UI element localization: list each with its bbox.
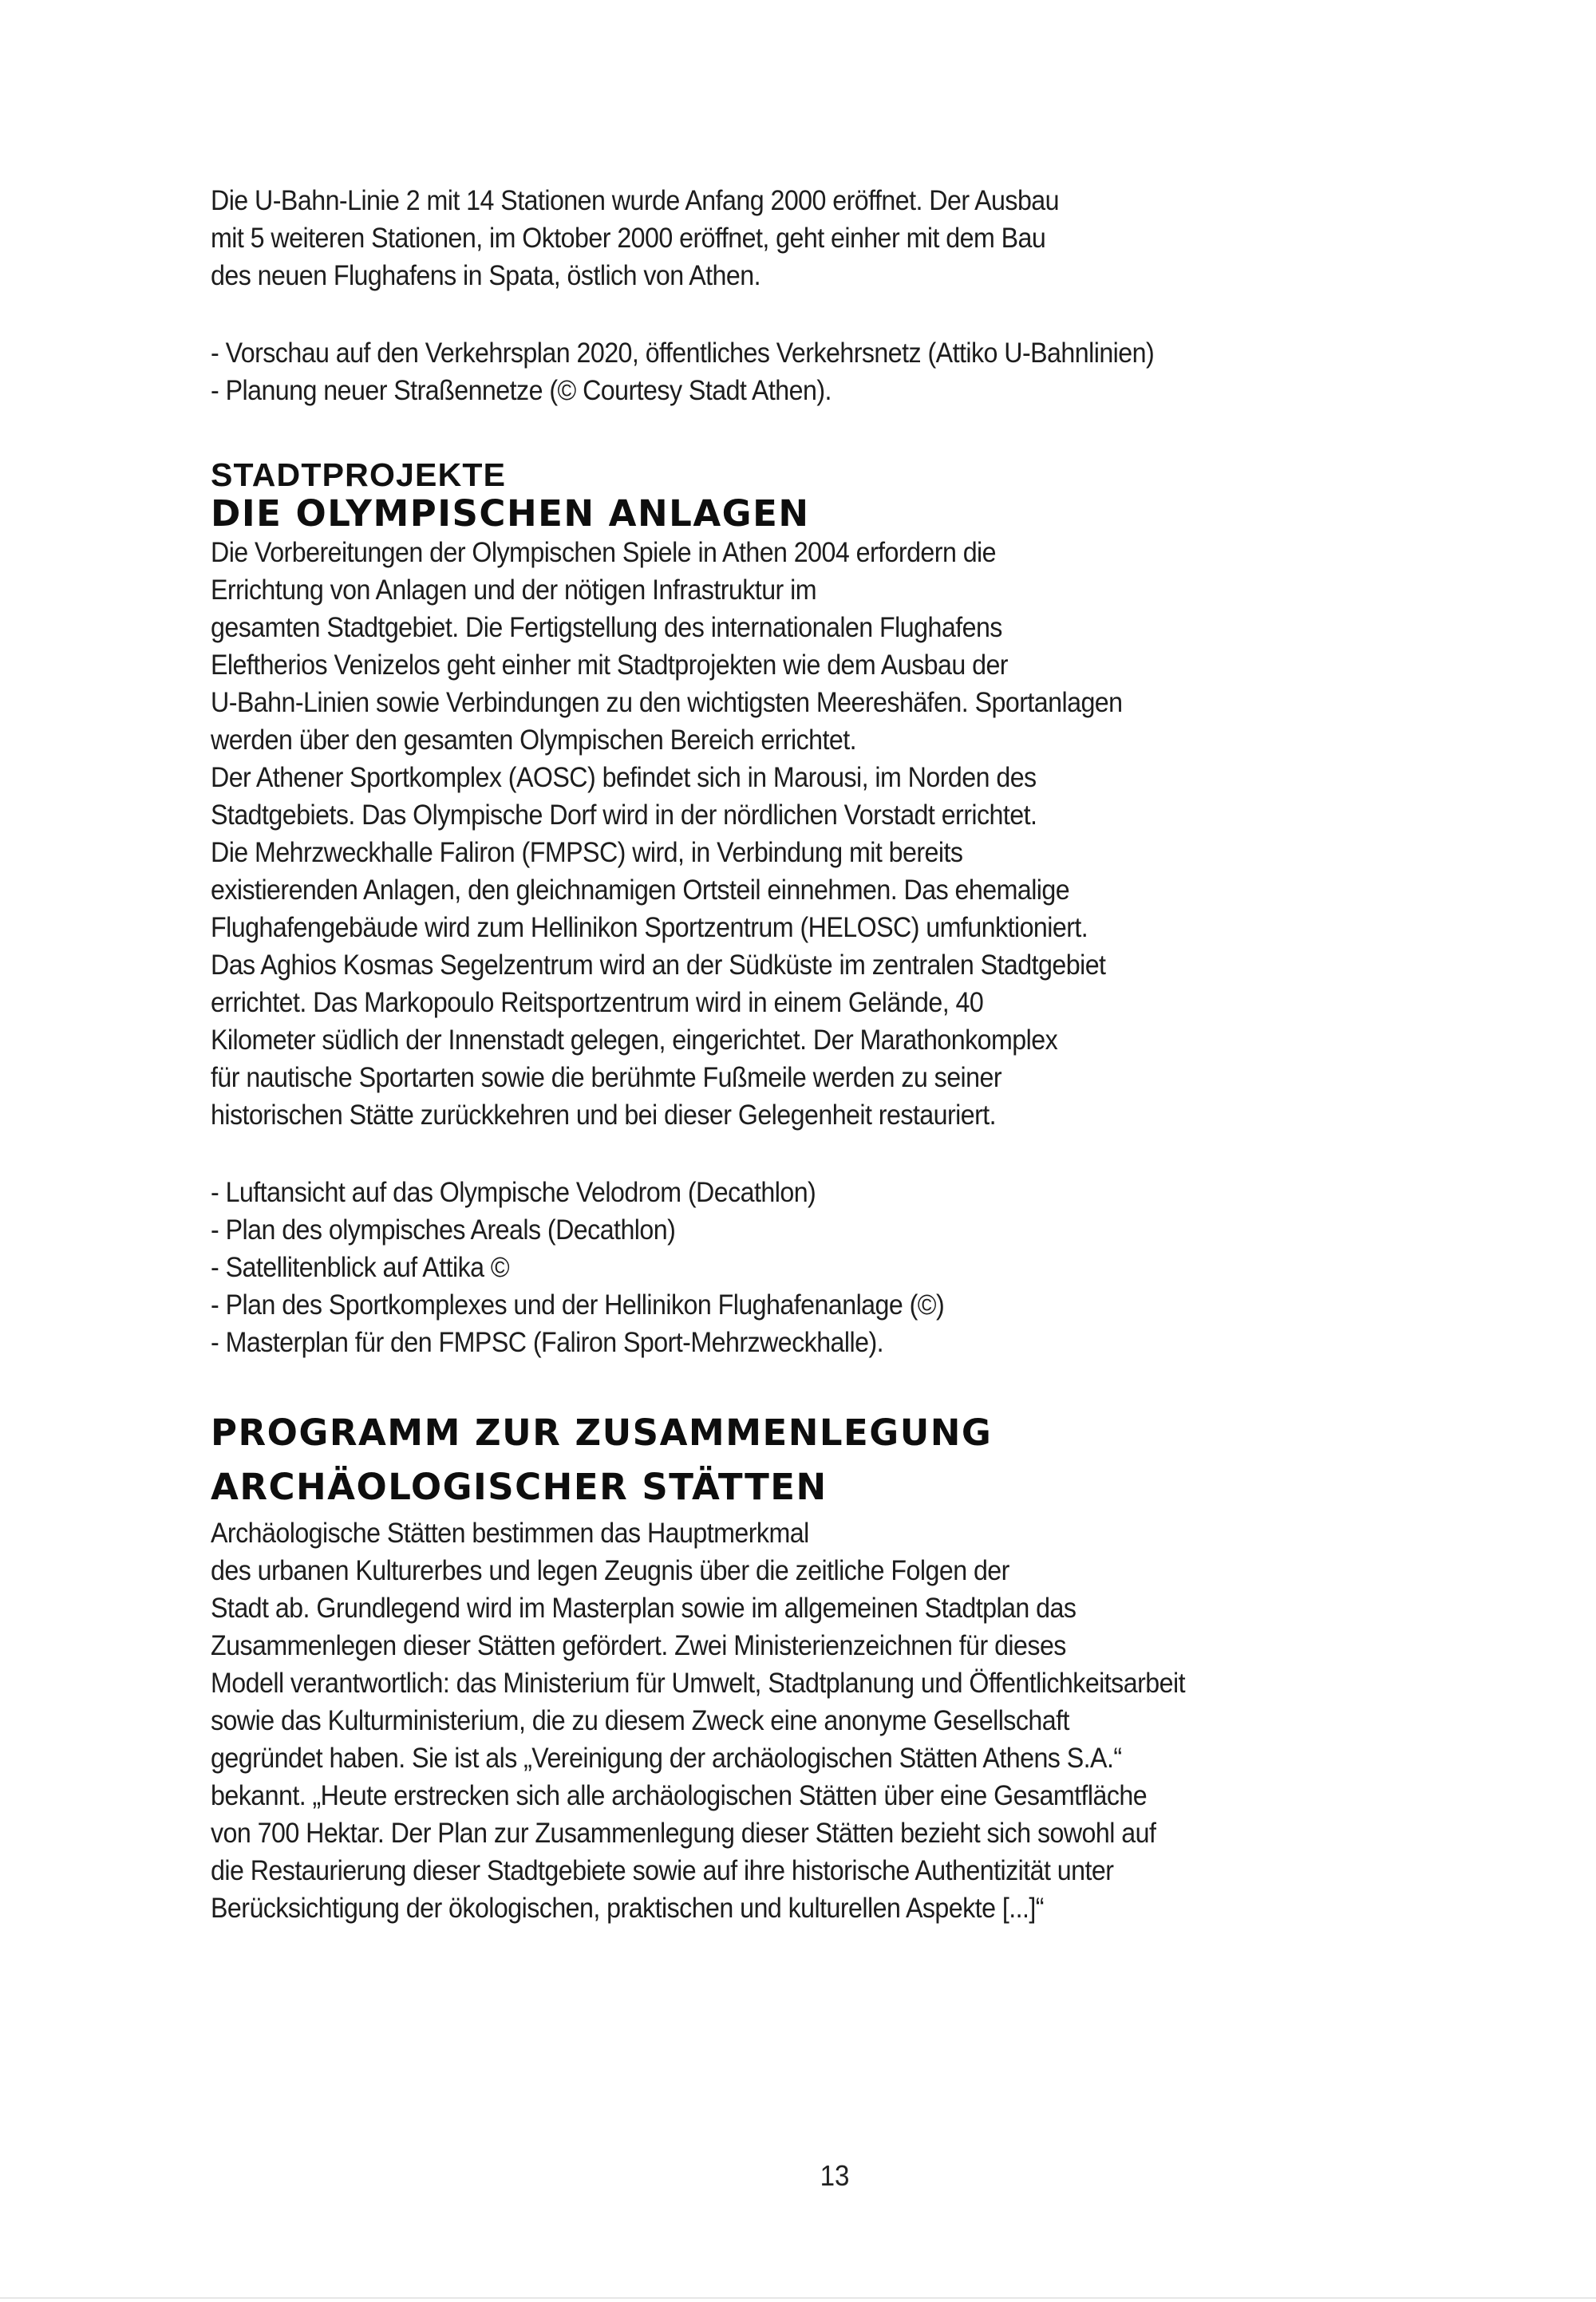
text-line: Modell verantwortlich: das Ministerium für Umwelt, Stadtplanung und Öffentlichkeitsarbeit xyxy=(211,1668,1185,1699)
heading-line: ARCHÄOLOGISCHER STÄTTEN xyxy=(211,1466,828,1508)
text-line: für nautische Sportarten sowie die berühmte Fußmeile werden zu seiner xyxy=(211,1062,1002,1093)
text-line: bekannt. „Heute erstrecken sich alle archäologischen Stätten über eine Gesamtfläche xyxy=(211,1780,1148,1811)
text-line: Kilometer südlich der Innenstadt gelegen, eingerichtet. Der Marathonkomplex xyxy=(211,1025,1058,1056)
text-line: Die Vorbereitungen der Olympischen Spiele in Athen 2004 erfordern die xyxy=(211,537,997,568)
text-line: Archäologische Stätten bestimmen das Hauptmerkmal xyxy=(211,1518,809,1549)
section-kicker: STADTPROJEKTE xyxy=(211,456,507,493)
text-line: des urbanen Kulturerbes und legen Zeugnis über die zeitliche Folgen der xyxy=(211,1555,1009,1586)
text-line: gegründet haben. Sie ist als „Vereinigung der archäologischen Stätten Athens S.A.“ xyxy=(211,1743,1122,1774)
text-line: gesamten Stadtgebiet. Die Fertigstellung des internationalen Flughafens xyxy=(211,612,1002,643)
caption-line: - Masterplan für den FMPSC (Faliron Sport-Mehrzweckhalle). xyxy=(211,1327,884,1358)
text-line: existierenden Anlagen, den gleichnamigen Ortsteil einnehmen. Das ehemalige xyxy=(211,875,1070,906)
text-line: historischen Stätte zurückkehren und bei dieser Gelegenheit restauriert. xyxy=(211,1100,997,1131)
text-line: werden über den gesamten Olympischen Bereich errichtet. xyxy=(211,725,857,756)
olympic-captions xyxy=(211,1174,1344,1361)
text-line: Stadtgebiets. Das Olympische Dorf wird in der nördlichen Vorstadt errichtet. xyxy=(211,800,1037,831)
olympic-paragraph xyxy=(211,534,1344,1134)
text-line: Berücksichtigung der ökologischen, praktischen und kulturellen Aspekte [...]“ xyxy=(211,1893,1044,1924)
text-line: errichtet. Das Markopoulo Reitsportzentrum wird in einem Gelände, 40 xyxy=(211,987,984,1018)
text-line: Stadt ab. Grundlegend wird im Masterplan sowie im allgemeinen Stadtplan das xyxy=(211,1593,1077,1624)
caption-line: - Planung neuer Straßennetze (© Courtesy Stadt Athen). xyxy=(211,375,832,406)
caption-line: - Satellitenblick auf Attika © xyxy=(211,1252,510,1283)
text-line: Die Mehrzweckhalle Faliron (FMPSC) wird, in Verbindung mit bereits xyxy=(211,837,963,868)
text-line: Die U-Bahn-Linie 2 mit 14 Stationen wurde Anfang 2000 eröffnet. Der Ausbau xyxy=(211,185,1060,216)
intro-captions xyxy=(211,334,1344,409)
text-line: des neuen Flughafens in Spata, östlich von Athen. xyxy=(211,260,761,291)
page-edge-divider xyxy=(0,2297,1596,2299)
text-line: die Restaurierung dieser Stadtgebiete sowie auf ihre historische Authentizität unter xyxy=(211,1855,1114,1886)
section-heading-archaeology xyxy=(211,1406,1344,1514)
text-line: Der Athener Sportkomplex (AOSC) befindet sich in Marousi, im Norden des xyxy=(211,762,1037,793)
archaeology-paragraph xyxy=(211,1514,1344,1927)
intro-paragraph xyxy=(211,182,1344,294)
section-heading-olympic: DIE OLYMPISCHEN ANLAGEN xyxy=(211,492,810,535)
text-line: Das Aghios Kosmas Segelzentrum wird an der Südküste im zentralen Stadtgebiet xyxy=(211,950,1106,981)
text-line: sowie das Kulturministerium, die zu diesem Zweck eine anonyme Gesellschaft xyxy=(211,1705,1069,1736)
caption-line: - Vorschau auf den Verkehrsplan 2020, öffentliches Verkehrsnetz (Attiko U-Bahnlinien) xyxy=(211,338,1155,369)
text-line: Flughafengebäude wird zum Hellinikon Sportzentrum (HELOSC) umfunktioniert. xyxy=(211,912,1088,943)
page-content xyxy=(211,182,1344,1927)
caption-line: - Luftansicht auf das Olympische Velodrom (Decathlon) xyxy=(211,1177,816,1208)
heading-line: PROGRAMM ZUR ZUSAMMENLEGUNG xyxy=(211,1412,993,1454)
caption-line: - Plan des Sportkomplexes und der Hellinikon Flughafenanlage (©) xyxy=(211,1289,945,1321)
text-line: U-Bahn-Linien sowie Verbindungen zu den wichtigsten Meereshäfen. Sportanlagen xyxy=(211,687,1123,718)
text-line: Errichtung von Anlagen und der nötigen Infrastruktur im xyxy=(211,575,816,606)
text-line: Eleftherios Venizelos geht einher mit Stadtprojekten wie dem Ausbau der xyxy=(211,650,1008,681)
text-line: von 700 Hektar. Der Plan zur Zusammenlegung dieser Stätten bezieht sich sowohl auf xyxy=(211,1818,1156,1849)
page-number: 13 xyxy=(820,2159,850,2192)
text-line: Zusammenlegen dieser Stätten gefördert. Zwei Ministerienzeichnen für dieses xyxy=(211,1630,1066,1661)
caption-line: - Plan des olympisches Areals (Decathlon) xyxy=(211,1214,676,1246)
text-line: mit 5 weiteren Stationen, im Oktober 2000 eröffnet, geht einher mit dem Bau xyxy=(211,223,1046,254)
